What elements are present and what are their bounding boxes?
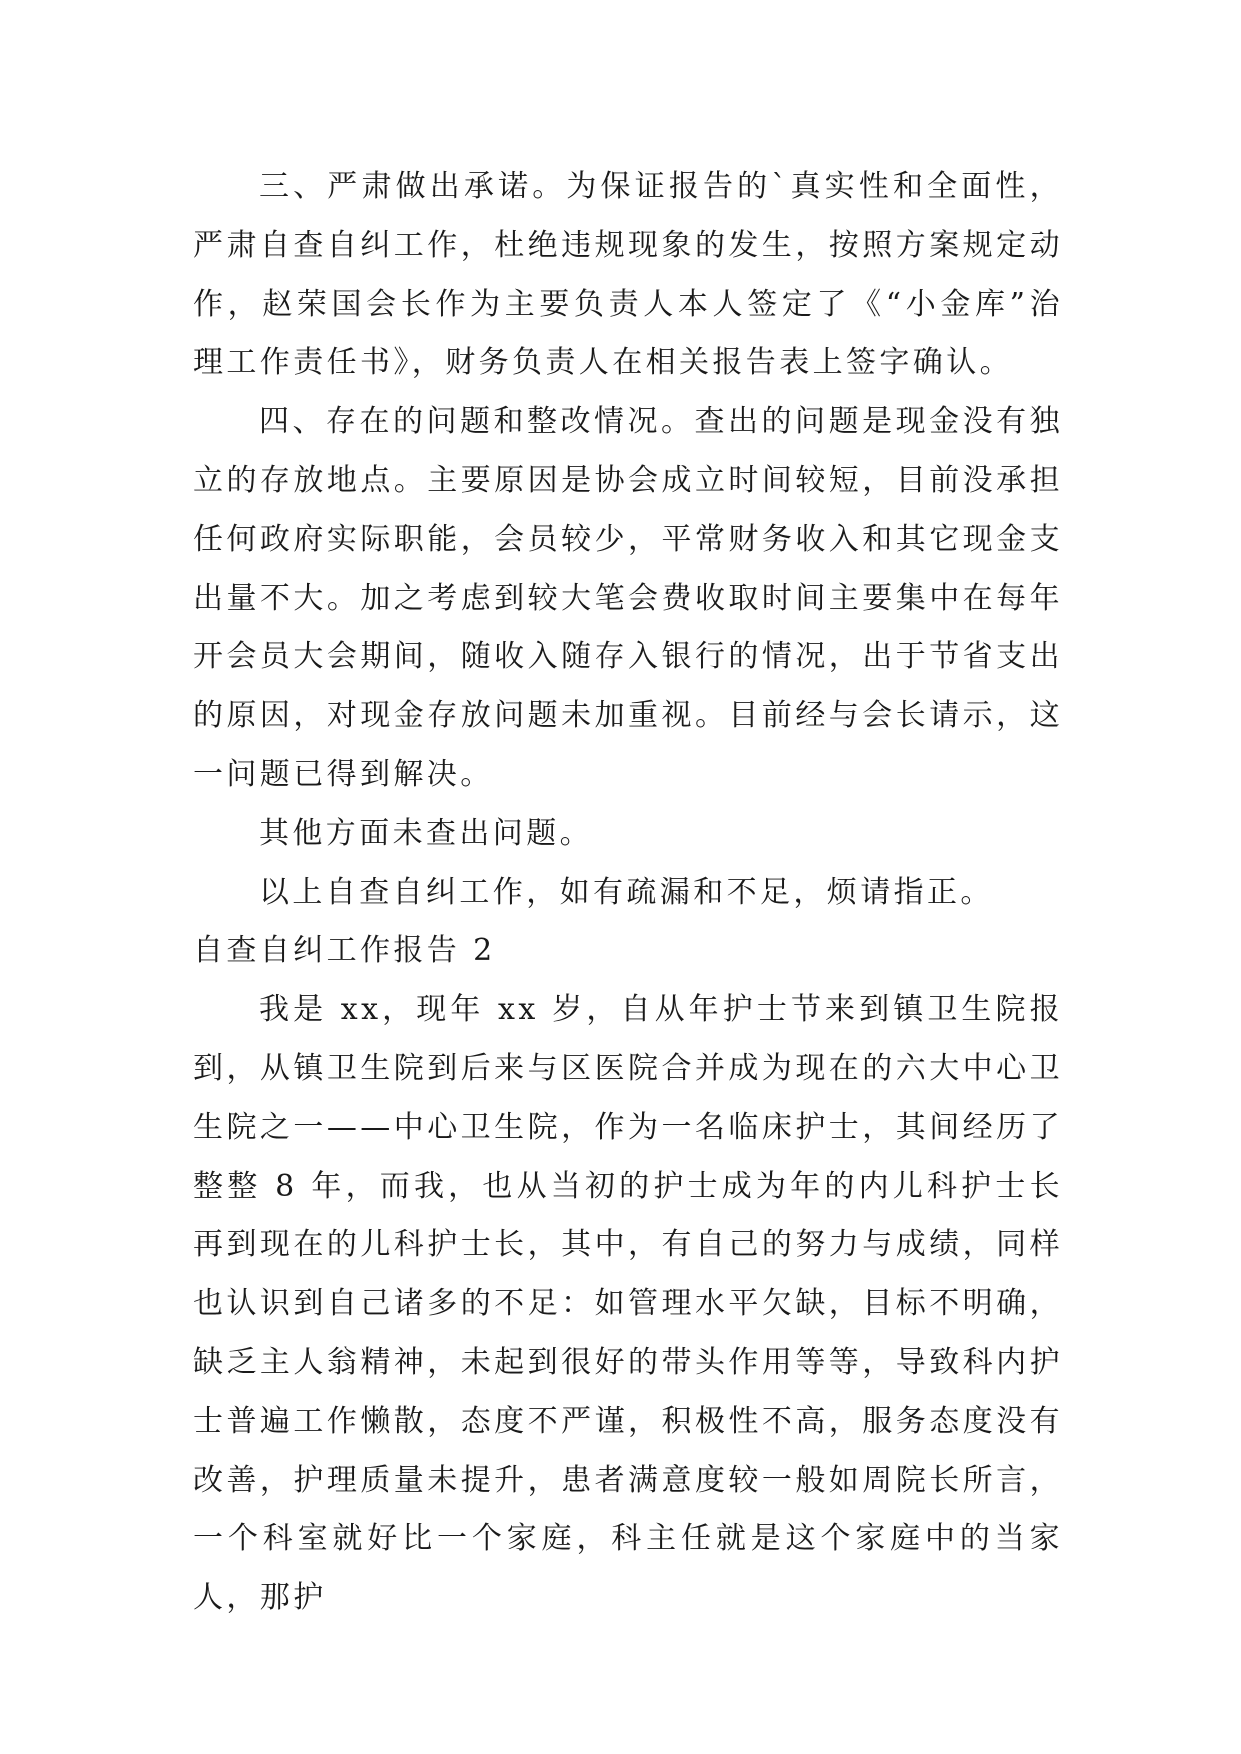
paragraph-closing: 以上自查自纠工作，如有疏漏和不足，烦请指正。 (259, 874, 994, 910)
paragraph-problems: 四、存在的问题和整改情况。查出的问题是现金没有独立的存放地点。主要原因是协会成立时间较短，目前没承担任何政府实际职能，会员较少，平常财务收入和其它现金支出量不大。加之考虑到较大笔会费收取时间主要集中在每年开会员大会期间，随收入随存入银行的情况，出于节省支出的原因，对现金存放问题未加重视。目前经与会长请示，这一问题已得到解决。 (193, 404, 1063, 792)
paragraph-nurse-intro: 我是 xx，现年 xx 岁，自从年护士节来到镇卫生院报到，从镇卫生院到后来与区医院合并成为现在的六大中心卫生院之一——中心卫生院，作为一名临床护士，其间经历了整整 8 年，而我，也从当初的护士成为年的内儿科护士长再到现在的儿科护士长，其中，有自己的努力与成绩，同样也认识到自己诸多的不足：如管理水平欠缺，目标不明确，缺乏主人翁精神，未起到很好的带头作用等等，导致科内护士普遍工作懒散，态度不严谨，积极性不高，服务态度没有改善，护理质量未提升，患者满意度较一般如周院长所言，一个科室就好比一个家庭，科主任就是这个家庭中的当家人，那护 (193, 992, 1063, 1616)
paragraph-other: 其他方面未查出问题。 (259, 815, 593, 851)
document-body (193, 158, 1063, 1628)
report-2-title: 自查自纠工作报告 2 (193, 933, 496, 969)
paragraph-commitment: 三、严肃做出承诺。为保证报告的`真实性和全面性，严肃自查自纠工作，杜绝违规现象的发生，按照方案规定动作，赵荣国会长作为主要负责人本人签定了《“小金库”治理工作责任书》，财务负责人在相关报告表上签字确认。 (193, 169, 1063, 381)
